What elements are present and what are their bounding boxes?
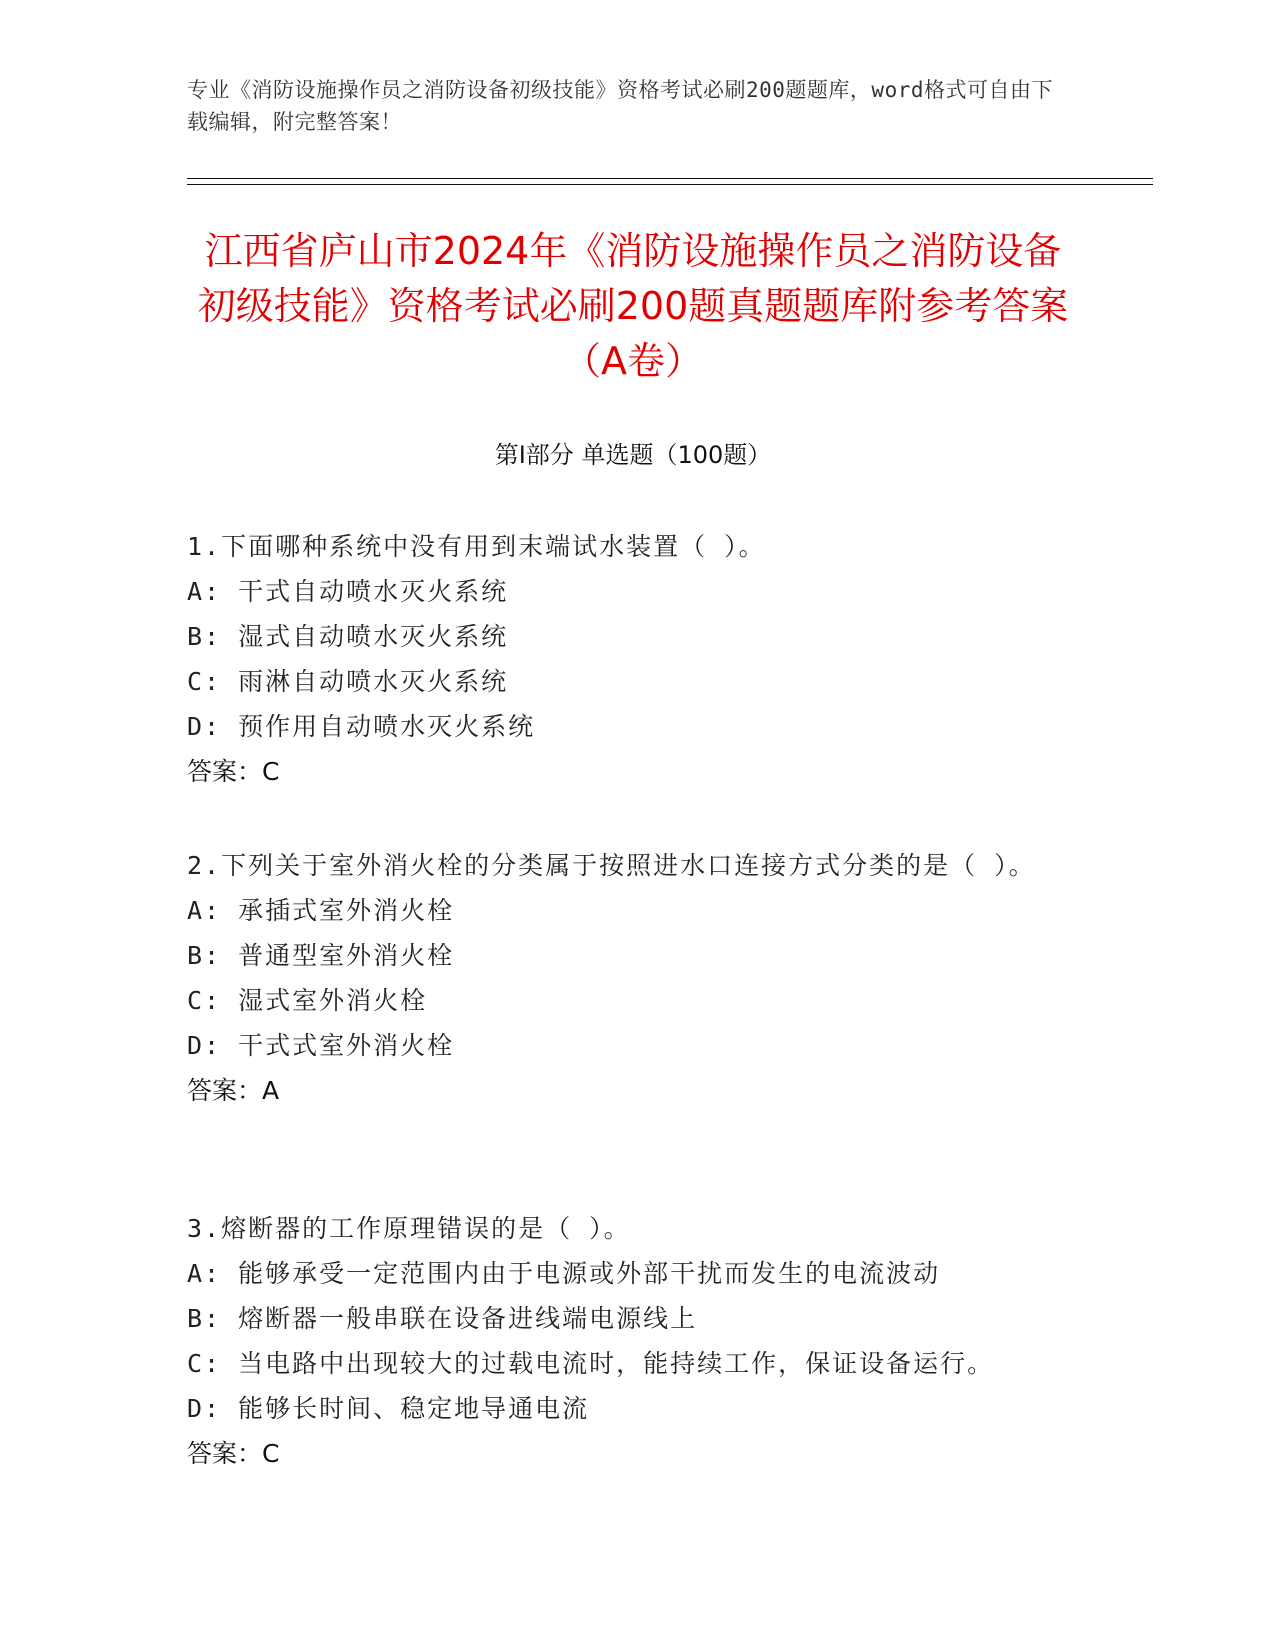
option-c: C: 湿式室外消火栓	[187, 986, 428, 1015]
option-d: D: 能够长时间、稳定地导通电流	[187, 1394, 590, 1423]
section-title: 第I部分 单选题（100题）	[494, 441, 772, 469]
option-c: C: 当电路中出现较大的过载电流时，能持续工作，保证设备运行。	[187, 1349, 995, 1378]
option-d: D: 干式式室外消火栓	[187, 1031, 455, 1060]
answer-line: 答案：C	[187, 757, 280, 786]
question-3	[187, 1206, 1067, 1476]
option-a: A: 能够承受一定范围内由于电源或外部干扰而发生的电流波动	[187, 1259, 941, 1288]
header-note: 专业《消防设施操作员之消防设备初级技能》资格考试必刷200题题库，word格式可自由下载编辑，附完整答案！	[187, 78, 1053, 134]
option-a: A: 干式自动喷水灭火系统	[187, 577, 509, 606]
question-stem: 2.下列关于室外消火栓的分类属于按照进水口连接方式分类的是（ ）。	[187, 851, 1036, 880]
header-divider-top	[187, 178, 1153, 179]
option-a: A: 承插式室外消火栓	[187, 896, 455, 925]
question-stem: 3.熔断器的工作原理错误的是（ ）。	[187, 1214, 631, 1243]
option-d: D: 预作用自动喷水灭火系统	[187, 712, 536, 741]
option-c: C: 雨淋自动喷水灭火系统	[187, 667, 509, 696]
answer-line: 答案：C	[187, 1439, 280, 1468]
header-divider-bottom	[187, 184, 1153, 185]
question-stem: 1.下面哪种系统中没有用到末端试水装置（ ）。	[187, 532, 766, 561]
option-b: B: 湿式自动喷水灭火系统	[187, 622, 509, 651]
document-title: 江西省庐山市2024年《消防设施操作员之消防设备初级技能》资格考试必刷200题真题题库附参考答案（A卷）	[197, 229, 1069, 383]
question-2	[187, 843, 1067, 1113]
option-b: B: 普通型室外消火栓	[187, 941, 455, 970]
question-1	[187, 524, 1067, 794]
answer-line: 答案：A	[187, 1076, 280, 1105]
option-b: B: 熔断器一般串联在设备进线端电源线上	[187, 1304, 698, 1333]
